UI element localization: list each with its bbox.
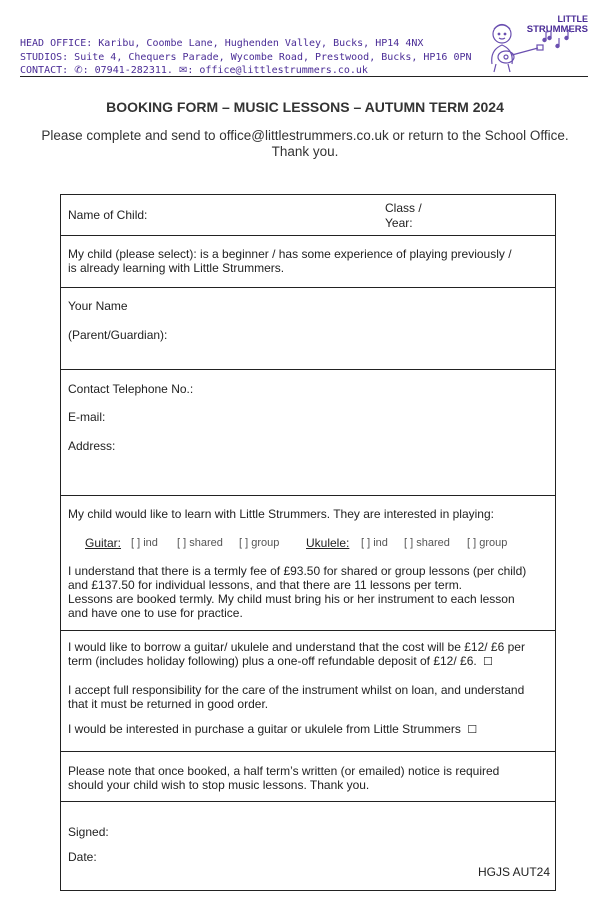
- fee-line-4: and have one to use for practice.: [68, 606, 243, 620]
- parent-name-row[interactable]: [61, 288, 555, 370]
- notice-text: [68, 764, 550, 792]
- fee-line-1: I understand that there is a termly fee of £93.50 for shared or group lessons (per child): [68, 564, 527, 578]
- phone-icon: ✆: [74, 65, 83, 76]
- borrow-line-1: I would like to borrow a guitar/ ukulele and understand that the cost will be £12/ £6 per: [68, 640, 525, 654]
- header-address-block: [20, 37, 472, 78]
- notice-line-2: should your child wish to stop music lessons. Thank you.: [68, 778, 370, 792]
- date-label: Date:: [68, 850, 97, 864]
- experience-line-2: is already learning with Little Strummers.: [68, 261, 285, 275]
- guitar-group-checkbox[interactable]: [ ] group: [239, 537, 280, 549]
- child-name-label: Name of Child:: [68, 208, 148, 222]
- fee-text: [68, 564, 550, 620]
- borrow-checkbox[interactable]: ☐: [483, 655, 493, 668]
- child-name-row[interactable]: [61, 195, 555, 236]
- child-with-guitar-icon: [476, 12, 588, 76]
- logo-text-little: LITTLE: [557, 14, 588, 24]
- responsibility-text: [68, 683, 550, 711]
- guitar-label: Guitar:: [85, 536, 122, 550]
- guitar-shared-checkbox[interactable]: [ ] shared: [177, 537, 223, 549]
- signed-label: Signed:: [68, 825, 109, 839]
- borrow-text: [68, 640, 550, 669]
- purchase-line: [68, 722, 550, 737]
- experience-row[interactable]: [61, 236, 555, 288]
- purchase-checkbox[interactable]: ☐: [467, 723, 478, 736]
- your-name-label: Your Name: [68, 299, 128, 313]
- fee-line-3: Lessons are booked termly. My child must bring his or her instrument to each lesson: [68, 592, 515, 606]
- borrow-line-2-text: term (includes holiday following) plus a one-off refundable deposit of £12/ £6.: [68, 654, 477, 668]
- form-reference-code: HGJS AUT24: [477, 865, 550, 879]
- contact-email[interactable]: : office@littlestrummers.co.uk: [187, 65, 368, 76]
- instrument-loan-row: [61, 631, 555, 752]
- instrument-interest-row: [61, 496, 555, 631]
- signature-row[interactable]: [61, 802, 555, 890]
- head-office-line: HEAD OFFICE: Karibu, Coombe Lane, Hughenden Valley, Bucks, HP14 4NX: [20, 38, 424, 49]
- instructions-line-2: Thank you.: [271, 144, 339, 159]
- experience-line-1: My child (please select): is a beginner / has some experience of playing previously /: [68, 247, 512, 261]
- instructions: [30, 128, 580, 160]
- interest-line: My child would like to learn with Little Strummers. They are interested in playing:: [68, 507, 494, 521]
- email-icon: ✉: [178, 65, 188, 76]
- little-strummers-logo: [476, 12, 588, 76]
- guitar-ind-checkbox[interactable]: [ ] ind: [131, 537, 158, 549]
- notice-row: [61, 752, 555, 802]
- responsibility-line-1: I accept full responsibility for the care of the instrument whilst on loan, and understand: [68, 683, 525, 697]
- contact-phone-label: Contact Telephone No.:: [68, 382, 194, 396]
- instructions-line-1: Please complete and send to office@littlestrummers.co.uk or return to the School Office.: [41, 128, 569, 143]
- email-label: E-mail:: [68, 410, 106, 424]
- borrow-line-2: [68, 654, 550, 669]
- year-label: Year:: [385, 216, 413, 230]
- address-label: Address:: [68, 439, 116, 453]
- notice-line-1: Please note that once booked, a half term’s written (or emailed) notice is required: [68, 764, 500, 778]
- ukulele-shared-checkbox[interactable]: [ ] shared: [404, 537, 450, 549]
- ukulele-label: Ukulele:: [306, 536, 350, 550]
- class-label: Class /: [385, 201, 422, 215]
- page-title: BOOKING FORM – MUSIC LESSONS – AUTUMN TERM 2024: [106, 99, 504, 115]
- experience-text: [68, 247, 550, 275]
- contact-phone: : 07941-282311.: [82, 65, 173, 76]
- contact-prefix: CONTACT:: [20, 65, 69, 76]
- ukulele-ind-checkbox[interactable]: [ ] ind: [361, 537, 388, 549]
- fee-line-2: and £137.50 for individual lessons, and that there are 11 lessons per term.: [68, 578, 463, 592]
- logo-text-strummers: STRUMMERS: [526, 24, 588, 35]
- booking-form: [60, 194, 556, 891]
- ukulele-group-checkbox[interactable]: [ ] group: [467, 537, 508, 549]
- responsibility-line-2: that it must be returned in good order.: [68, 697, 269, 711]
- studios-line: STUDIOS: Suite 4, Chequers Parade, Wycombe Road, Prestwood, Bucks, HP16 0PN: [20, 51, 472, 63]
- parent-guardian-label: (Parent/Guardian):: [68, 328, 168, 342]
- contact-details-row[interactable]: [61, 370, 555, 496]
- header-divider: [20, 76, 588, 77]
- purchase-text: I would be interested in purchase a guitar or ukulele from Little Strummers: [68, 722, 461, 736]
